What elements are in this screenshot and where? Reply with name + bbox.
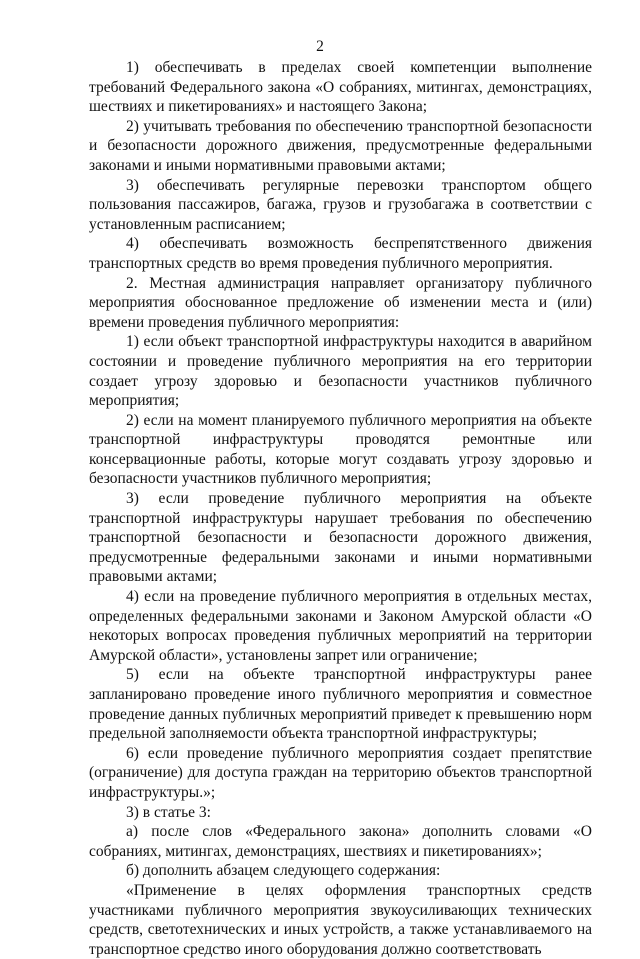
paragraph: а) после слов «Федерального закона» дополнить словами «О собраниях, митингах, демонстрациях, шествиях и пикетированиях»; bbox=[89, 823, 592, 860]
paragraph: 1) обеспечивать в пределах своей компетенции выполнение требований Федерального закона «О собраниях, митингах, демонстрациях, шествиях и пикетированиях» и настоящего Закона; bbox=[89, 59, 592, 116]
paragraph: 6) если проведение публичного мероприятия создает препятствие (ограничение) для доступа граждан на территорию объектов транспортной инфраструктуры.»; bbox=[89, 744, 592, 801]
paragraph: 1) если объект транспортной инфраструктуры находится в аварийном состоянии и проведение публичного мероприятия на его территории создает угрозу здоровью и безопасности участников публичного мероприятия; bbox=[89, 333, 592, 410]
paragraph: «Применение в целях оформления транспортных средств участниками публичного мероприятия звукоусиливающих технических средств, светотехнических и иных устройств, а также устанавливаемого на транспортное средство иного оборудования должно соответствовать bbox=[89, 881, 592, 958]
paragraph: 4) обеспечивать возможность беспрепятственного движения транспортных средств во время проведения публичного мероприятия. bbox=[89, 235, 592, 272]
paragraph: 3) если проведение публичного мероприятия на объекте транспортной инфраструктуры нарушает требования по обеспечению транспортной безопасности и безопасности дорожного движения, предусмотренные федеральными законами и иными нормативными правовыми актами; bbox=[89, 490, 592, 586]
paragraph: б) дополнить абзацем следующего содержания: bbox=[126, 862, 441, 880]
paragraph: 4) если на проведение публичного мероприятия в отдельных местах, определенных федеральными законами и Законом Амурской области «О некоторых вопросах проведения публичных мероприятий на территории Амурской области», установлены запрет или ограничение; bbox=[89, 588, 592, 664]
paragraph: 5) если на объекте транспортной инфраструктуры ранее запланировано проведение иного публичного мероприятия и совместное проведение данных публичных мероприятий приведет к превышению норм предельной заполняемости объекта транспортной инфраструктуры; bbox=[89, 666, 592, 743]
paragraph: 2) если на момент планируемого публичного мероприятия на объекте транспортной инфраструктуры проводятся ремонтные или консервационные работы, которые могут создавать угрозу здоровью и безопасности участников публичного мероприятия; bbox=[89, 411, 592, 488]
page-number: 2 bbox=[316, 38, 324, 55]
paragraph: 3) в статье 3: bbox=[126, 803, 211, 821]
paragraph: 2) учитывать требования по обеспечению транспортной безопасности и безопасности дорожного движения, предусмотренные федеральными законами и иными нормативными правовыми актами; bbox=[89, 117, 592, 174]
paragraph: 2. Местная администрация направляет организатору публичного мероприятия обоснованное предложение об изменении места и (или) времени проведения публичного мероприятия: bbox=[89, 274, 592, 331]
paragraph: 3) обеспечивать регулярные перевозки транспортом общего пользования пассажиров, багажа, грузов и грузобагажа в соответствии с установленным расписанием; bbox=[89, 176, 592, 233]
document-body bbox=[89, 58, 592, 959]
